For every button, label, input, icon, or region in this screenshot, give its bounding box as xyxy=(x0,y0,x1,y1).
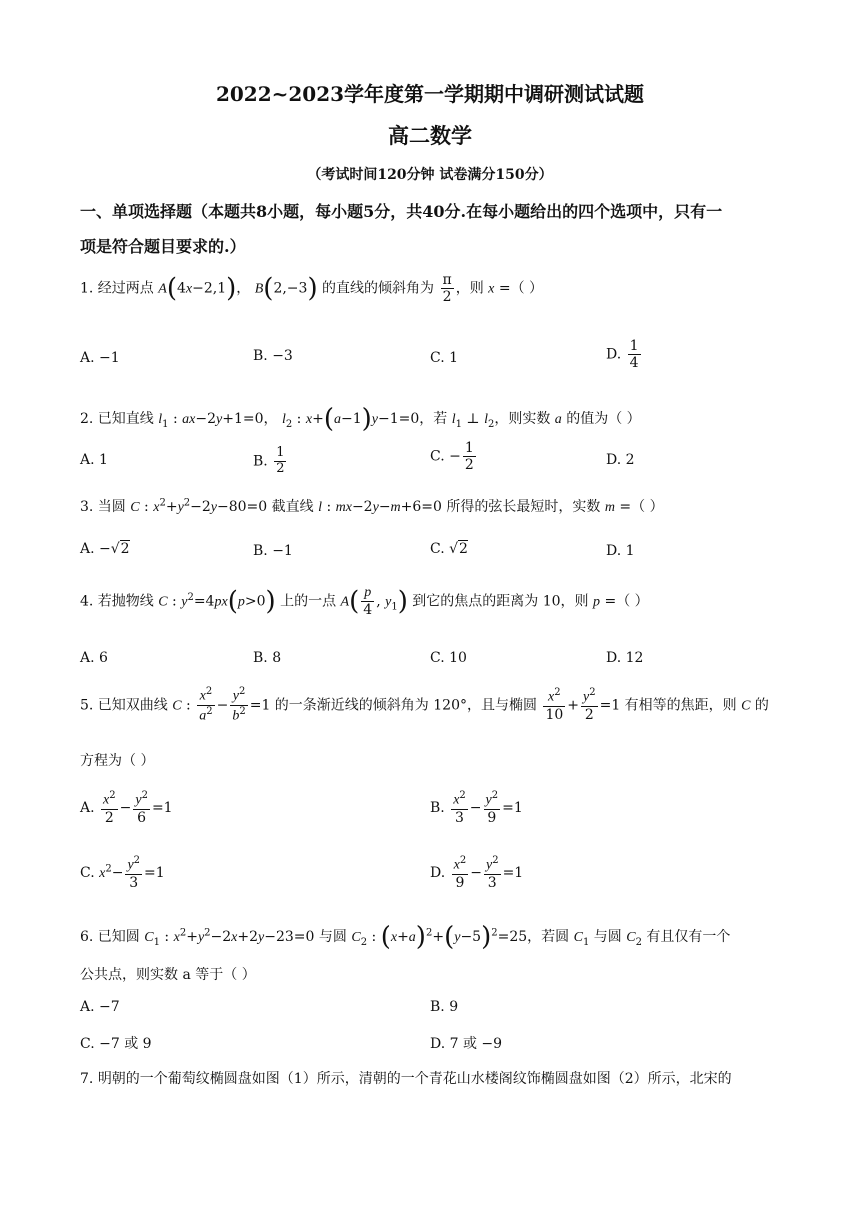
q5-option-d[interactable]: D. $\frac{x^2}{9}$ − $\frac{y^2}{3}$ =1 xyxy=(430,855,524,891)
q3-option-b[interactable]: B. −1 xyxy=(253,543,293,559)
q6-option-a[interactable]: A. −7 xyxy=(80,999,120,1015)
question-3: 3. 当圆 C : $x^2+y^2-2y-80=0$ 截直线 l : mx−2y−m+6=0 所得的弦长最短时，实数 m =（ ） xyxy=(80,497,664,515)
question-1: 1. 经过两点 A(4x−2,1)， B(2,−3) 的直线的倾斜角为 $\frac{\pi}{2}$ ，则 x =（ ） xyxy=(80,272,544,306)
q1-option-c[interactable]: C. 1 xyxy=(430,350,459,366)
question-2: 2. 已知直线 $l_1$ : ax−2y+1=0， $l_2$ : x+(a−1)y−1=0，若 $l_1$ ⊥ $l_2$，则实数 a 的值为（ ） xyxy=(80,404,641,434)
q3-option-c[interactable]: C. √2 xyxy=(430,541,468,557)
q5-option-b[interactable]: B. $\frac{x^2}{3}$ − $\frac{y^2}{9}$ =1 xyxy=(430,790,523,826)
question-number: 5. xyxy=(80,697,94,714)
q1-option-a[interactable]: A. −1 xyxy=(80,350,120,366)
q6-option-b[interactable]: B. 9 xyxy=(430,999,459,1015)
q6-option-d[interactable]: D. 7 或 −9 xyxy=(430,1036,503,1052)
q2-option-a[interactable]: A. 1 xyxy=(80,452,108,468)
question-6-line2: 公共点，则实数 a 等于（ ） xyxy=(80,967,256,983)
q4-option-a[interactable]: A. 6 xyxy=(80,650,108,666)
question-number: 1. xyxy=(80,280,94,297)
q3-option-d[interactable]: D. 1 xyxy=(606,543,635,559)
subject-title: 高二数学 xyxy=(388,123,472,148)
question-4: 4. 若抛物线 C : $y^2=4px(p>0)$ 上的一点 A( $\frac{p}{4}$ , $y_1$) 到它的焦点的距离为 10，则 p =（ ） xyxy=(80,585,649,619)
question-number: 3. xyxy=(80,499,94,515)
q4-option-b[interactable]: B. 8 xyxy=(253,650,282,666)
question-5: 5. 已知双曲线 C : $\frac{x^2}{a^2}$ − $\frac{y^2}{b^2}$ =1 的一条渐近线的倾斜角为 120°，且与椭圆 $\frac{x^2}{10}$ + $\frac{y^2}{2}$ =1 有相等的焦距，则 C 的 xyxy=(80,686,769,724)
question-7-text: 明朝的一个葡萄纹椭圆盘如图（1）所示，清朝的一个青花山水楼阁纹饰椭圆盘如图（2）所示，北宋的 xyxy=(97,1071,732,1087)
q5-option-c[interactable]: C. $x^2-$ $\frac{y^2}{3}$ =1 xyxy=(80,855,165,891)
question-7 xyxy=(80,1068,732,1088)
q5-option-a[interactable]: A. $\frac{x^2}{2}$ − $\frac{y^2}{6}$ =1 xyxy=(80,790,173,826)
q2-option-c[interactable]: C. − $\frac{1}{2}$ xyxy=(430,440,474,474)
exam-title: 2022~2023学年度第一学期期中调研测试试题 xyxy=(215,82,645,106)
question-number: 7. xyxy=(80,1071,94,1087)
question-number: 2. xyxy=(80,411,94,427)
question-5-line2: 方程为（ ） xyxy=(80,753,155,769)
q6-option-c[interactable]: C. −7 或 9 xyxy=(80,1036,152,1052)
section-heading-line1: 一、单项选择题（本题共8小题，每小题5分，共40分.在每小题给出的四个选项中，只有一 xyxy=(80,202,723,221)
q4-option-c[interactable]: C. 10 xyxy=(430,650,467,666)
q2-option-d[interactable]: D. 2 xyxy=(606,452,635,468)
exam-time-note: （考试时间120分钟 试卷满分150分） xyxy=(307,167,553,183)
q3-option-a[interactable]: A. −√2 xyxy=(80,541,130,557)
question-number: 4. xyxy=(80,593,94,610)
question-6: 6. 已知圆 $C_1$ : $x^2+y^2-2x+2y-23=0$ 与圆 $C_2$ : $(x+a)^2+(y-5)^2=25$，若圆 $C_1$ 与圆 $C_2$ 有且仅有一个 xyxy=(80,922,731,952)
q4-option-d[interactable]: D. 12 xyxy=(606,650,644,666)
q2-option-b[interactable]: B. $\frac{1}{2}$ xyxy=(253,445,285,476)
section-heading-line2: 项是符合题目要求的.） xyxy=(80,237,246,256)
q1-option-b[interactable]: B. −3 xyxy=(253,348,293,364)
q1-option-d[interactable]: D. $\frac{1}{4}$ xyxy=(606,338,639,372)
question-number: 6. xyxy=(80,929,94,945)
